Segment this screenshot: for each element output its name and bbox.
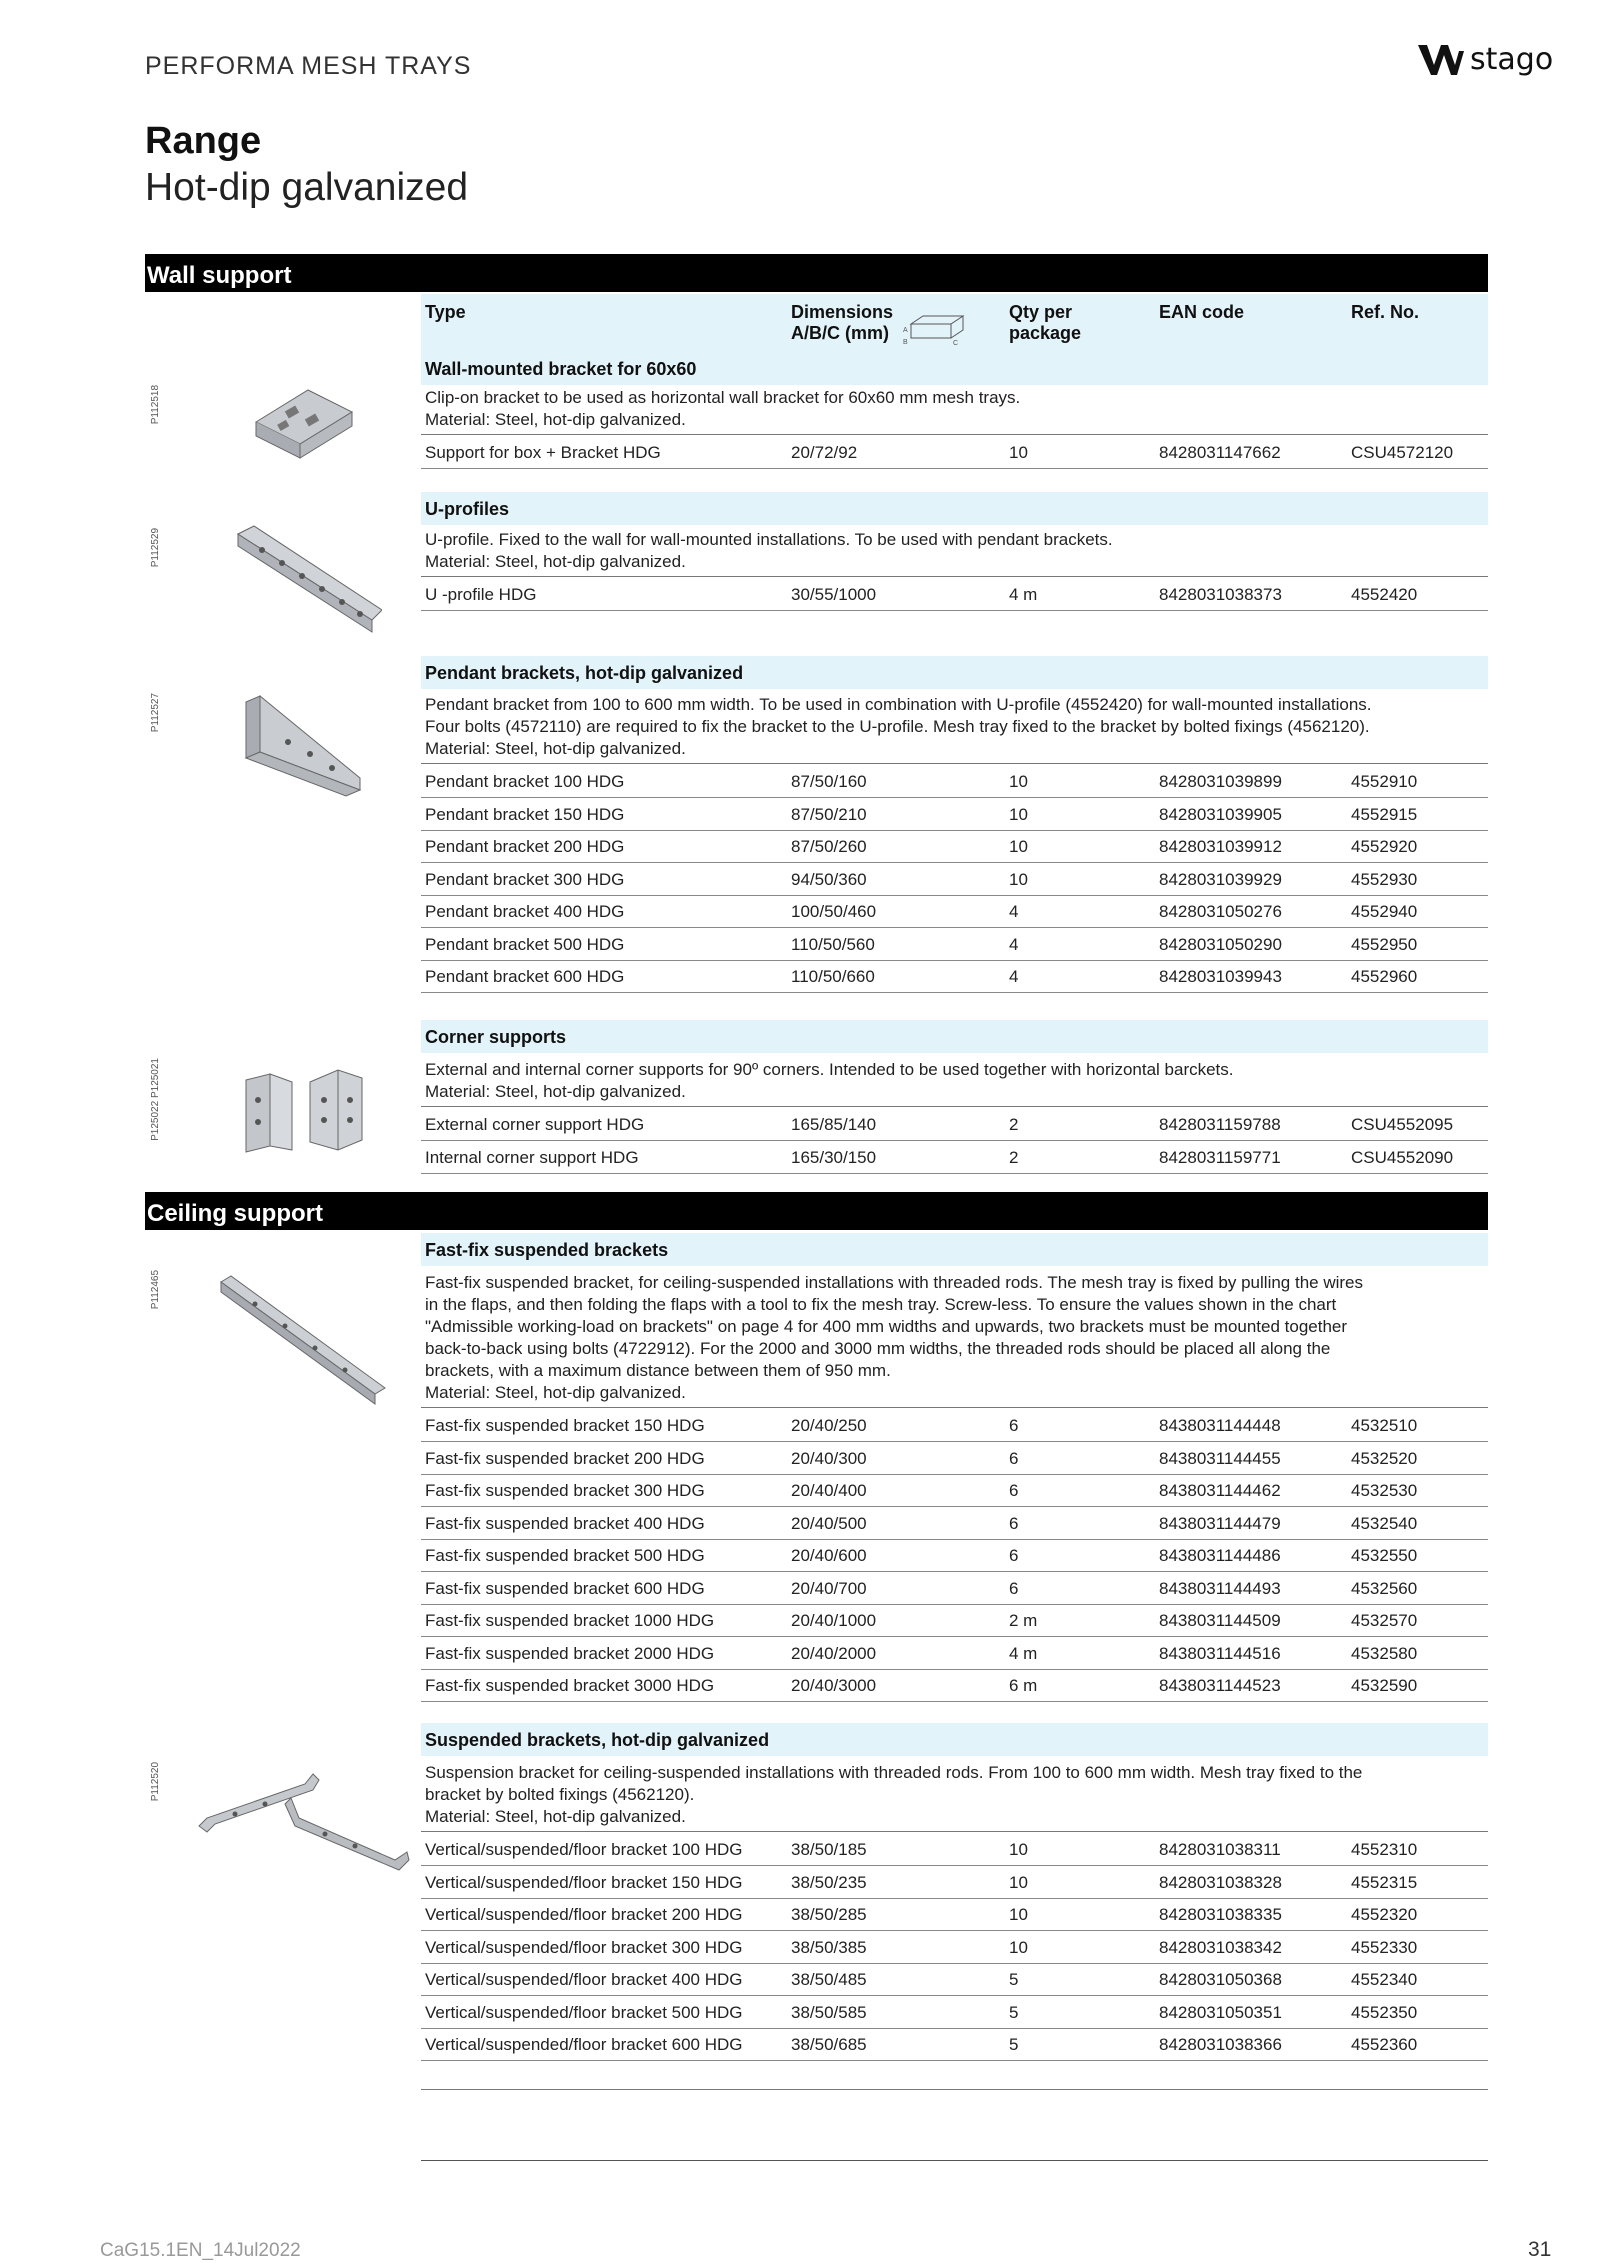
table-row xyxy=(421,895,1488,928)
cell-qty: 6 xyxy=(1009,1513,1019,1533)
column-qty: Qty per package xyxy=(1009,302,1082,343)
table-row xyxy=(421,1572,1488,1605)
cell-ref: 4552350 xyxy=(1351,2002,1418,2022)
cell-ref: 4532520 xyxy=(1351,1448,1418,1468)
cell-qty: 2 xyxy=(1009,1147,1019,1167)
description-line: "Admissible working-load on brackets" on page 4 for 400 mm widths and upwards, two brackets must be mounted together xyxy=(425,1317,1348,1336)
table-row xyxy=(421,1409,1488,1442)
stago-logo-icon xyxy=(1418,43,1464,77)
cell-ean: 8438031144448 xyxy=(1159,1416,1281,1435)
cell-qty: 5 xyxy=(1009,2002,1019,2022)
cell-type: Pendant bracket 100 HDG xyxy=(425,772,625,791)
image-code: P112527 xyxy=(150,693,161,733)
table-row xyxy=(421,863,1488,896)
table-row xyxy=(421,1996,1488,2029)
cell-ean: 8428031147662 xyxy=(1159,443,1281,462)
stago-logo xyxy=(1418,42,1553,77)
cell-ean: 8428031038366 xyxy=(1159,2035,1282,2054)
cell-dimensions: 38/50/585 xyxy=(791,2002,867,2022)
cell-qty: 10 xyxy=(1009,1937,1028,1957)
table-row xyxy=(421,1833,1488,1866)
cell-type: Fast-fix suspended bracket 500 HDG xyxy=(425,1546,705,1565)
category-pendant-brackets: Pendant brackets, hot-dip galvanized xyxy=(421,656,1488,689)
cell-ean: 8428031050290 xyxy=(1159,934,1282,954)
table-row xyxy=(421,1866,1488,1899)
cell-ref: 4552960 xyxy=(1351,967,1418,986)
cell-dimensions: 110/50/660 xyxy=(791,967,875,986)
cell-type: Pendant bracket 500 HDG xyxy=(425,934,625,954)
cell-qty: 4 xyxy=(1009,967,1019,986)
dim-label-a: A xyxy=(903,327,908,334)
image-code: P125022 P125021 xyxy=(150,1058,161,1141)
divider xyxy=(421,434,1488,435)
cell-ean: 8428031038328 xyxy=(1159,1872,1282,1892)
cell-qty: 4 xyxy=(1009,934,1019,954)
dim-label-b: B xyxy=(903,339,908,346)
cell-dimensions: 110/50/560 xyxy=(791,934,875,954)
description-line: Material: Steel, hot-dip galvanized. xyxy=(425,410,686,429)
cell-type: Vertical/suspended/floor bracket 400 HDG xyxy=(425,1970,743,1989)
cell-qty: 10 xyxy=(1009,869,1028,889)
cell-ref: 4552340 xyxy=(1351,1970,1418,1989)
image-code: P112520 xyxy=(150,1762,161,1802)
cell-ean: 8428031159771 xyxy=(1159,1147,1281,1167)
cell-type: Fast-fix suspended bracket 400 HDG xyxy=(425,1513,705,1533)
cell-ref: 4552420 xyxy=(1351,585,1418,604)
image-code: P112465 xyxy=(150,1270,161,1310)
description-line: Material: Steel, hot-dip galvanized. xyxy=(425,1807,686,1826)
section-band-wall-support: Wall support xyxy=(145,254,1488,292)
description-line: back-to-back using bolts (4722912). For the 2000 and 3000 mm widths, the threaded rods should be placed all along the xyxy=(425,1339,1331,1358)
cell-ean: 8438031144486 xyxy=(1159,1546,1281,1565)
table-row xyxy=(421,1669,1488,1702)
cell-qty: 5 xyxy=(1009,2035,1019,2054)
cell-dimensions: 20/40/1000 xyxy=(791,1611,877,1630)
cell-type: Vertical/suspended/floor bracket 150 HDG xyxy=(425,1872,743,1892)
description-line: in the flaps, and then folding the flaps with a tool to fix the mesh tray. Screw-less. To ensure the values shown in the chart xyxy=(425,1295,1337,1314)
cell-type: Vertical/suspended/floor bracket 600 HDG xyxy=(425,2035,743,2054)
u-profile-image xyxy=(232,520,382,640)
cell-dimensions: 20/40/500 xyxy=(791,1513,867,1533)
cell-dimensions: 20/40/3000 xyxy=(791,1676,877,1695)
cell-dimensions: 30/55/1000 xyxy=(791,585,877,604)
cell-type: Vertical/suspended/floor bracket 500 HDG xyxy=(425,2002,743,2022)
cell-dimensions: 94/50/360 xyxy=(791,869,867,889)
document-code: CaG15.1EN_14Jul2022 xyxy=(100,2240,301,2261)
cell-ean: 8438031144493 xyxy=(1159,1578,1281,1598)
table-row xyxy=(421,1637,1488,1670)
cell-type: Pendant bracket 200 HDG xyxy=(425,837,625,856)
cell-qty: 4 xyxy=(1009,902,1019,921)
cell-ean: 8428031038342 xyxy=(1159,1937,1282,1957)
cell-ean: 8428031159788 xyxy=(1159,1115,1281,1134)
table-row xyxy=(421,1539,1488,1572)
column-type: Type xyxy=(425,302,466,322)
page-number: 31 xyxy=(1528,2238,1552,2261)
cell-ean: 8428031039943 xyxy=(1159,967,1282,986)
cell-ref: CSU4572120 xyxy=(1351,443,1454,462)
divider xyxy=(421,2089,1488,2090)
description-line: Fast-fix suspended bracket, for ceiling-suspended installations with threaded rods. The mesh tray is fixed by pulling the wires xyxy=(425,1273,1363,1292)
cell-ref: 4552930 xyxy=(1351,869,1418,889)
table-row xyxy=(421,1898,1488,1931)
corner-supports-image xyxy=(240,1060,370,1155)
cell-qty: 5 xyxy=(1009,1970,1019,1989)
cell-ref: 4552320 xyxy=(1351,1905,1418,1924)
cell-type: Pendant bracket 150 HDG xyxy=(425,804,625,824)
cell-ref: 4532590 xyxy=(1351,1676,1418,1695)
category-fast-fix-brackets: Fast-fix suspended brackets xyxy=(421,1233,1488,1266)
cell-ean: 8428031039929 xyxy=(1159,869,1282,889)
cell-ref: 4552940 xyxy=(1351,902,1418,921)
table-row xyxy=(421,1442,1488,1475)
column-header-row xyxy=(421,294,1488,354)
table-row xyxy=(421,765,1488,798)
cell-ean: 8428031038335 xyxy=(1159,1905,1282,1924)
cell-ref: 4552310 xyxy=(1351,1840,1418,1859)
cell-ref: 4552950 xyxy=(1351,934,1418,954)
table-row xyxy=(421,436,1488,469)
cell-type: Pendant bracket 600 HDG xyxy=(425,967,625,986)
table-row xyxy=(421,830,1488,863)
divider xyxy=(421,1106,1488,1107)
cell-type: Vertical/suspended/floor bracket 200 HDG xyxy=(425,1905,743,1924)
cell-dimensions: 38/50/235 xyxy=(791,1872,867,1892)
footer-rule xyxy=(421,2160,1488,2161)
page-title: Range xyxy=(145,120,262,162)
cell-ref: CSU4552095 xyxy=(1351,1115,1454,1134)
cell-dimensions: 20/40/400 xyxy=(791,1481,867,1500)
cell-ean: 8438031144479 xyxy=(1159,1513,1281,1533)
category-u-profiles: U-profiles xyxy=(421,492,1488,525)
cell-ref: 4532560 xyxy=(1351,1578,1418,1598)
cell-dimensions: 20/72/92 xyxy=(791,443,858,462)
cell-ean: 8438031144509 xyxy=(1159,1611,1281,1630)
cell-ean: 8428031038373 xyxy=(1159,585,1282,604)
dim-label-c: C xyxy=(953,340,959,347)
cell-type: Fast-fix suspended bracket 2000 HDG xyxy=(425,1643,715,1663)
cell-ref: 4552315 xyxy=(1351,1872,1418,1892)
column-ref: Ref. No. xyxy=(1351,302,1420,322)
logo-text: stago xyxy=(1470,42,1554,77)
category-corner-supports: Corner supports xyxy=(421,1020,1488,1053)
divider xyxy=(421,763,1488,764)
table-row xyxy=(421,798,1488,831)
cell-qty: 4 m xyxy=(1009,1643,1038,1663)
cell-ref: CSU4552090 xyxy=(1351,1147,1454,1167)
cell-type: Fast-fix suspended bracket 1000 HDG xyxy=(425,1611,715,1630)
cell-qty: 6 xyxy=(1009,1546,1019,1565)
cell-qty: 6 xyxy=(1009,1481,1019,1500)
description-line: Material: Steel, hot-dip galvanized. xyxy=(425,552,686,571)
cell-ean: 8428031050368 xyxy=(1159,1970,1282,1989)
cell-ean: 8428031039912 xyxy=(1159,837,1282,856)
divider xyxy=(421,576,1488,577)
cell-qty: 4 m xyxy=(1009,585,1038,604)
cell-ref: 4552360 xyxy=(1351,2035,1418,2054)
description-line: Material: Steel, hot-dip galvanized. xyxy=(425,1082,686,1101)
cell-type: Vertical/suspended/floor bracket 300 HDG xyxy=(425,1937,743,1957)
description-line: brackets, with a maximum distance between them of 950 mm. xyxy=(425,1361,891,1380)
table-row xyxy=(421,578,1488,611)
cell-ref: 4532510 xyxy=(1351,1416,1418,1435)
cell-qty: 10 xyxy=(1009,772,1028,791)
cell-dimensions: 20/40/300 xyxy=(791,1448,867,1468)
cell-type: Pendant bracket 400 HDG xyxy=(425,902,625,921)
description-line: bracket by bolted fixings (4562120). xyxy=(425,1785,695,1804)
cell-qty: 10 xyxy=(1009,1840,1028,1859)
cell-ean: 8428031039905 xyxy=(1159,804,1282,824)
cell-dimensions: 100/50/460 xyxy=(791,902,877,921)
cell-dimensions: 38/50/385 xyxy=(791,1937,867,1957)
description-line: Pendant bracket from 100 to 600 mm width. To be used in combination with U-profile (4552420) for wall-mounted installations. xyxy=(425,695,1372,714)
cell-dimensions: 165/30/150 xyxy=(791,1147,877,1167)
pendant-bracket-image xyxy=(238,692,368,802)
cell-qty: 2 xyxy=(1009,1115,1019,1134)
description-line: External and internal corner supports for 90º corners. Intended to be used together with horizontal barckets. xyxy=(425,1060,1234,1079)
column-ean: EAN code xyxy=(1159,302,1245,322)
cell-ref: 4552330 xyxy=(1351,1937,1418,1957)
suspended-bracket-image xyxy=(195,1768,415,1878)
cell-type: Fast-fix suspended bracket 600 HDG xyxy=(425,1578,705,1598)
cell-type: Fast-fix suspended bracket 150 HDG xyxy=(425,1416,705,1435)
cell-dimensions: 38/50/685 xyxy=(791,2035,867,2054)
table-row xyxy=(421,1507,1488,1540)
dimension-box-icon xyxy=(901,308,971,348)
cell-ref: 4532550 xyxy=(1351,1546,1418,1565)
cell-qty: 10 xyxy=(1009,837,1028,856)
table-row xyxy=(421,1108,1488,1141)
cell-ref: 4552920 xyxy=(1351,837,1418,856)
cell-qty: 10 xyxy=(1009,1872,1028,1892)
table-row xyxy=(421,928,1488,961)
cell-qty: 6 xyxy=(1009,1448,1019,1468)
cell-dimensions: 20/40/600 xyxy=(791,1546,867,1565)
cell-type: Fast-fix suspended bracket 300 HDG xyxy=(425,1481,705,1500)
description-line: U-profile. Fixed to the wall for wall-mounted installations. To be used with pendant brackets. xyxy=(425,530,1113,549)
cell-qty: 6 m xyxy=(1009,1676,1038,1695)
cell-ref: 4532580 xyxy=(1351,1643,1418,1663)
description-line: Material: Steel, hot-dip galvanized. xyxy=(425,739,686,758)
table-row xyxy=(421,1474,1488,1507)
cell-qty: 2 m xyxy=(1009,1611,1038,1630)
cell-qty: 6 xyxy=(1009,1416,1019,1435)
cell-ean: 8428031050351 xyxy=(1159,2002,1282,2022)
cell-ref: 4532540 xyxy=(1351,1513,1418,1533)
cell-type: Support for box + Bracket HDG xyxy=(425,443,661,462)
cell-ean: 8438031144516 xyxy=(1159,1643,1281,1663)
cell-type: Fast-fix suspended bracket 3000 HDG xyxy=(425,1676,715,1695)
cell-dimensions: 38/50/485 xyxy=(791,1970,867,1989)
document-header: PERFORMA MESH TRAYS xyxy=(145,52,472,80)
cell-ean: 8428031038311 xyxy=(1159,1840,1281,1859)
divider xyxy=(421,1831,1488,1832)
fast-fix-bracket-image xyxy=(215,1270,390,1410)
cell-qty: 10 xyxy=(1009,804,1028,824)
cell-qty: 10 xyxy=(1009,1905,1028,1924)
cell-dimensions: 38/50/285 xyxy=(791,1905,867,1924)
table-row xyxy=(421,960,1488,993)
page-subtitle: Hot-dip galvanized xyxy=(145,166,469,209)
cell-dimensions: 20/40/250 xyxy=(791,1416,867,1435)
cell-ref: 4552910 xyxy=(1351,772,1418,791)
cell-ean: 8438031144462 xyxy=(1159,1481,1281,1500)
cell-ref: 4552915 xyxy=(1351,804,1418,824)
table-row xyxy=(421,1141,1488,1174)
cell-ean: 8428031050276 xyxy=(1159,902,1282,921)
cell-ean: 8438031144523 xyxy=(1159,1676,1281,1695)
category-suspended-brackets: Suspended brackets, hot-dip galvanized xyxy=(421,1723,1488,1756)
cell-type: Pendant bracket 300 HDG xyxy=(425,869,625,889)
description-line: Material: Steel, hot-dip galvanized. xyxy=(425,1383,686,1402)
category-wall-mounted-bracket: Wall-mounted bracket for 60x60 xyxy=(421,352,1488,385)
cell-dimensions: 87/50/210 xyxy=(791,804,867,824)
cell-type: External corner support HDG xyxy=(425,1115,645,1134)
cell-qty: 6 xyxy=(1009,1578,1019,1598)
cell-type: Vertical/suspended/floor bracket 100 HDG xyxy=(425,1840,743,1859)
cell-dimensions: 38/50/185 xyxy=(791,1840,867,1859)
image-code: P112518 xyxy=(150,385,161,425)
cell-dimensions: 87/50/160 xyxy=(791,772,867,791)
cell-dimensions: 165/85/140 xyxy=(791,1115,877,1134)
cell-type: Fast-fix suspended bracket 200 HDG xyxy=(425,1448,705,1468)
cell-dimensions: 20/40/2000 xyxy=(791,1643,877,1663)
description-line: Clip-on bracket to be used as horizontal wall bracket for 60x60 mm mesh trays. xyxy=(425,388,1021,407)
cell-dimensions: 20/40/700 xyxy=(791,1578,867,1598)
cell-dimensions: 87/50/260 xyxy=(791,837,867,856)
cell-qty: 10 xyxy=(1009,443,1028,462)
cell-ref: 4532570 xyxy=(1351,1611,1418,1630)
column-dimensions: Dimensions A/B/C (mm) xyxy=(791,302,894,343)
description-line: Four bolts (4572110) are required to fix the bracket to the U-profile. Mesh tray fixed to the bracket by bolted fixings (4562120). xyxy=(425,717,1370,736)
table-row xyxy=(421,2028,1488,2061)
cell-ref: 4532530 xyxy=(1351,1481,1418,1500)
cell-type: U -profile HDG xyxy=(425,585,537,604)
cell-ean: 8438031144455 xyxy=(1159,1448,1281,1468)
wall-bracket-image xyxy=(248,382,358,468)
cell-type: Internal corner support HDG xyxy=(425,1147,639,1167)
divider xyxy=(421,1407,1488,1408)
table-row xyxy=(421,1963,1488,1996)
table-row xyxy=(421,1604,1488,1637)
image-code: P112529 xyxy=(150,528,161,568)
description-line: Suspension bracket for ceiling-suspended installations with threaded rods. From 100 to 600 mm width. Mesh tray fixed to the xyxy=(425,1763,1363,1782)
table-row xyxy=(421,1931,1488,1964)
cell-ean: 8428031039899 xyxy=(1159,772,1282,791)
section-band-ceiling-support: Ceiling support xyxy=(145,1192,1488,1230)
